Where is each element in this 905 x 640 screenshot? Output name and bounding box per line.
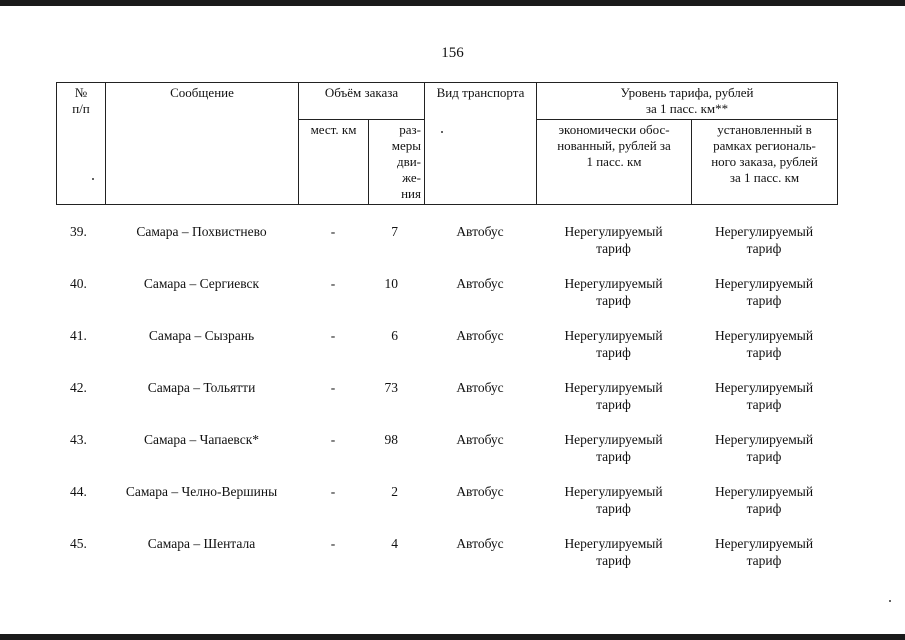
row-number: 44.: [70, 484, 87, 499]
row-established-tariff: Нерегулируемый тариф: [714, 484, 814, 516]
row-route: Самара – Похвистнево: [136, 224, 267, 239]
row-route: Самара – Сызрань: [148, 328, 255, 343]
header-num: № п/п: [57, 83, 106, 205]
table-row: [56, 429, 837, 481]
row-established-tariff: Нерегулируемый тариф: [714, 380, 814, 412]
row-movement-size: 98: [384, 432, 398, 447]
row-movement-size: 7: [391, 224, 398, 239]
row-route: Самара – Челно-Вершины: [125, 484, 278, 499]
row-seats-km: -: [330, 432, 336, 447]
row-route: Самара – Шентала: [147, 536, 256, 551]
row-movement-size: 6: [391, 328, 398, 343]
row-number: 43.: [70, 432, 87, 447]
row-transport: Автобус: [456, 484, 504, 499]
scan-speck: [92, 178, 94, 180]
row-transport: Автобус: [456, 380, 504, 395]
row-economic-tariff: Нерегулируемый тариф: [564, 328, 663, 360]
row-economic-tariff: Нерегулируемый тариф: [564, 536, 663, 568]
row-transport: Автобус: [456, 328, 504, 343]
table-row: [56, 273, 837, 325]
row-economic-tariff: Нерегулируемый тариф: [564, 224, 663, 256]
row-number: 39.: [70, 224, 87, 239]
row-established-tariff: Нерегулируемый тариф: [714, 276, 814, 308]
table-row: [56, 533, 837, 585]
row-number: 41.: [70, 328, 87, 343]
row-transport: Автобус: [456, 224, 504, 239]
row-number: 42.: [70, 380, 87, 395]
table-row: [56, 325, 837, 377]
scan-speck: [441, 131, 443, 133]
tariff-table-body: [56, 221, 837, 585]
row-established-tariff: Нерегулируемый тариф: [714, 328, 814, 360]
page-number: 156: [441, 45, 464, 61]
row-transport: Автобус: [456, 536, 504, 551]
row-seats-km: -: [330, 276, 336, 291]
row-movement-size: 10: [384, 276, 398, 291]
row-seats-km: -: [330, 380, 336, 395]
row-established-tariff: Нерегулируемый тариф: [714, 224, 814, 256]
row-number: 40.: [70, 276, 87, 291]
header-tariff-level: Уровень тарифа, рублей за 1 пасс. км**: [537, 83, 838, 120]
header-seats-km: мест. км: [299, 120, 369, 205]
tariff-table-header: [56, 82, 838, 205]
scan-bottom-edge: [0, 634, 905, 640]
row-economic-tariff: Нерегулируемый тариф: [564, 380, 663, 412]
row-route: Самара – Тольятти: [147, 380, 256, 395]
row-seats-km: -: [330, 536, 336, 551]
row-seats-km: -: [330, 484, 336, 499]
header-movement-size: раз- меры дви- же- ния: [369, 120, 425, 205]
row-transport: Автобус: [456, 276, 504, 291]
header-order-volume: Объём заказа: [299, 83, 425, 120]
row-economic-tariff: Нерегулируемый тариф: [564, 276, 663, 308]
scan-top-edge: [0, 0, 905, 6]
row-movement-size: 73: [384, 380, 398, 395]
row-transport: Автобус: [456, 432, 504, 447]
header-established-tariff: установленный в рамках региональ- ного заказа, рублей за 1 пасс. км: [692, 120, 838, 205]
row-route: Самара – Сергиевск: [143, 276, 260, 291]
row-seats-km: -: [330, 328, 336, 343]
row-number: 45.: [70, 536, 87, 551]
row-seats-km: -: [330, 224, 336, 239]
row-established-tariff: Нерегулируемый тариф: [714, 432, 814, 464]
row-movement-size: 2: [391, 484, 398, 499]
row-economic-tariff: Нерегулируемый тариф: [564, 484, 663, 516]
row-movement-size: 4: [391, 536, 398, 551]
header-route: Сообщение: [106, 83, 299, 205]
row-economic-tariff: Нерегулируемый тариф: [564, 432, 663, 464]
header-economic-tariff: экономически обос- нованный, рублей за 1 пасс. км: [537, 120, 692, 205]
header-transport-type: Вид транспорта: [425, 83, 537, 205]
row-established-tariff: Нерегулируемый тариф: [714, 536, 814, 568]
table-row: [56, 377, 837, 429]
row-route: Самара – Чапаевск*: [143, 432, 260, 447]
table-row: [56, 221, 837, 273]
scan-speck: [889, 600, 891, 602]
table-row: [56, 481, 837, 533]
